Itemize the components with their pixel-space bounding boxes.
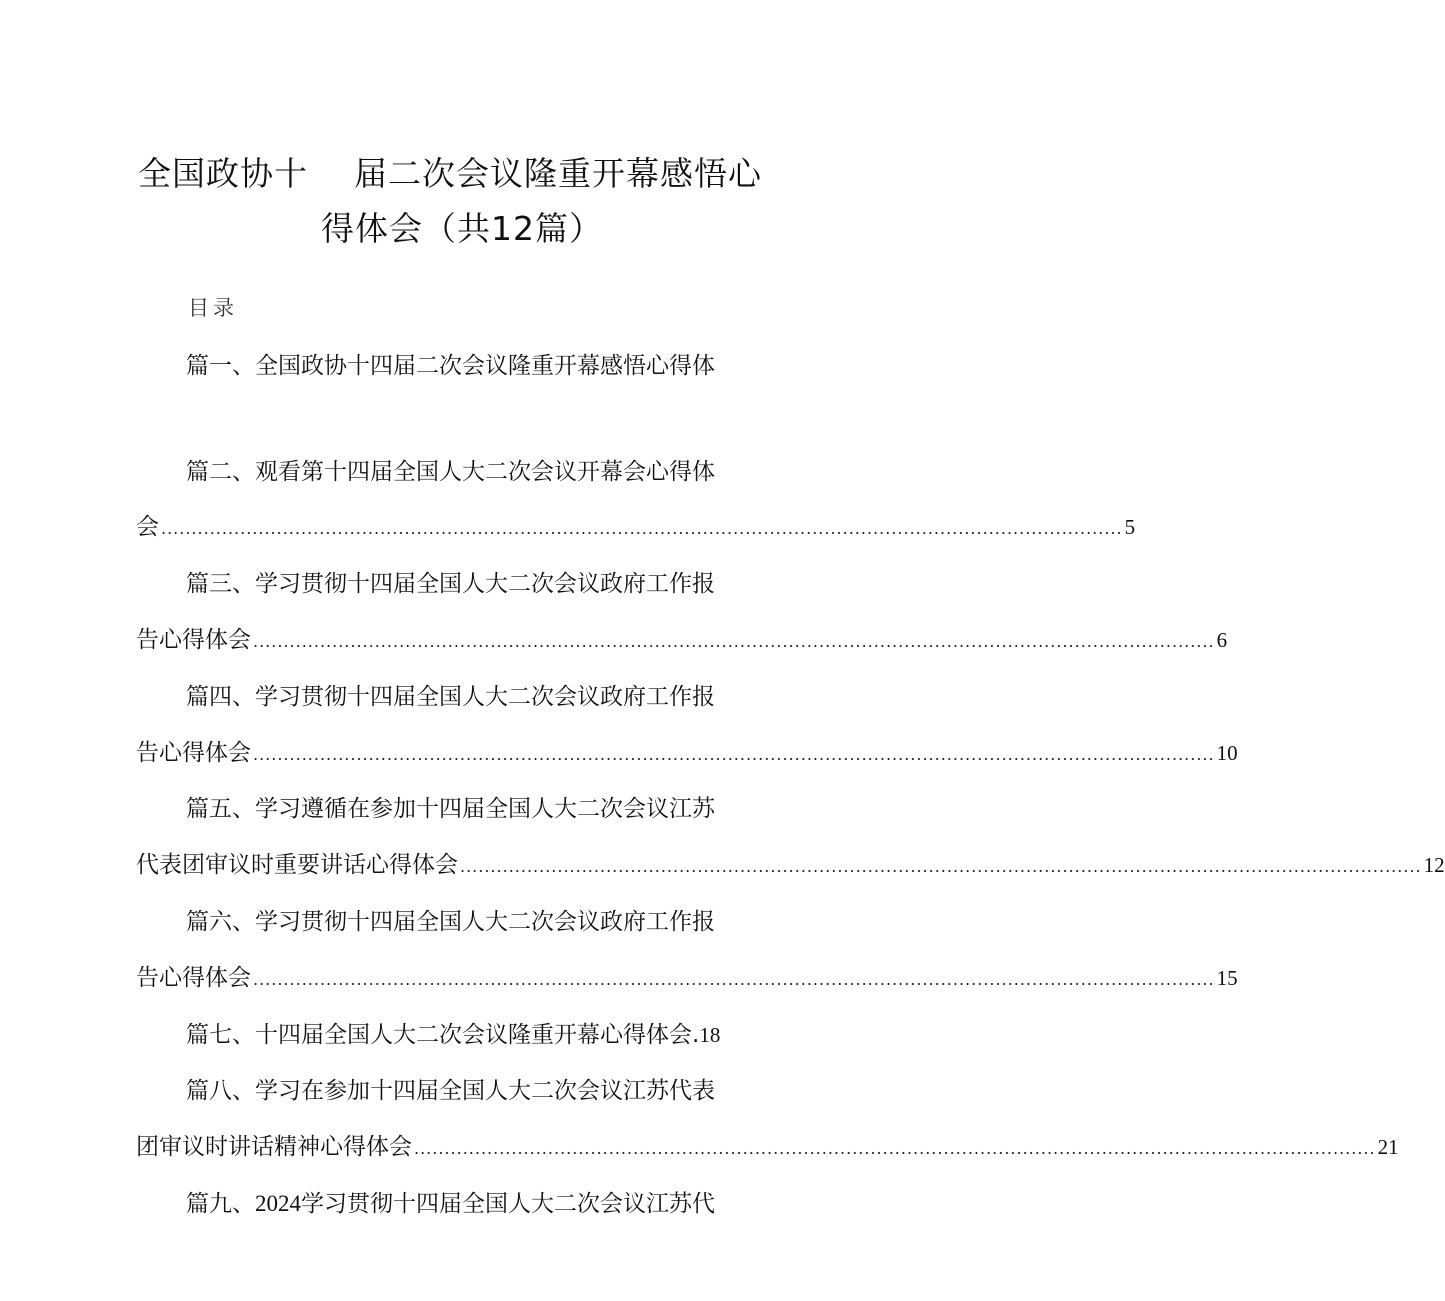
toc-entry-text: 告心得体会 [136,965,251,991]
toc-page-number: 12 [1423,853,1445,877]
document-title-line1 [0,148,910,195]
title-part-b: 届二次会议隆重开幕感悟心 [354,154,762,193]
toc-page-number: 5 [1124,515,1136,539]
toc-page-number: 21 [1377,1135,1399,1159]
toc-entry-7[interactable] [186,1016,720,1049]
toc-entry-9[interactable] [186,1185,715,1218]
toc-page-number: 6 [1216,628,1228,652]
toc-dot-leader: .............................................................................................................................................................. [253,632,1215,651]
toc-entry-8[interactable]: 篇八、学习在参加十四届全国人大二次会议江苏代表 [186,1078,715,1104]
toc-entry-3-cont[interactable] [136,621,1228,654]
toc-entry-5-cont[interactable] [136,846,1445,879]
document-title-line2: 得体会（共12篇） [321,209,603,248]
toc-entry-text: 学习贯彻十四届全国人大二次会议江苏代 [301,1191,715,1217]
toc-entry-6-cont[interactable] [136,959,1238,992]
toc-dot-leader: .............................................................................................................................................................. [161,519,1123,538]
toc-entry-6[interactable]: 篇六、学习贯彻十四届全国人大二次会议政府工作报 [186,909,715,935]
toc-dot-leader: .............................................................................................................................................................. [253,745,1215,764]
toc-entry-text: 代表团审议时重要讲话心得体会 [136,852,458,878]
toc-entry-5[interactable]: 篇五、学习遵循在参加十四届全国人大二次会议江苏 [186,796,715,822]
title-part-a: 全国政协十 [138,154,308,193]
toc-dot-leader: .............................................................................................................................................................. [414,1139,1376,1158]
toc-entry-2[interactable]: 篇二、观看第十四届全国人大二次会议开幕会心得体 [186,459,715,485]
toc-entry-4-cont[interactable] [136,734,1238,767]
toc-entry-1[interactable]: 篇一、全国政协十四届二次会议隆重开幕感悟心得体 [186,353,715,379]
toc-entry-prefix: 篇九、 [186,1191,255,1217]
toc-entry-2-cont[interactable] [136,508,1136,541]
toc-dot-leader: .............................................................................................................................................................. [253,970,1215,989]
toc-entry-text: 会 [136,514,159,540]
toc-heading: 目录 [188,296,238,320]
toc-entry-text: 团审议时讲话精神心得体会 [136,1134,412,1160]
toc-entry-text: 告心得体会 [136,740,251,766]
toc-entry-text: 篇七、十四届全国人大二次会议隆重开幕心得体会. [186,1022,700,1048]
toc-entry-3[interactable]: 篇三、学习贯彻十四届全国人大二次会议政府工作报 [186,571,715,597]
toc-dot-leader: .............................................................................................................................................................. [460,857,1422,876]
toc-page-number: 15 [1216,966,1238,990]
toc-entry-8-cont[interactable] [136,1128,1399,1161]
toc-page-number: 18 [699,1023,721,1047]
toc-page-number: 10 [1216,741,1238,765]
toc-entry-text: 告心得体会 [136,627,251,653]
toc-entry-year: 2024 [255,1191,301,1216]
toc-entry-4[interactable]: 篇四、学习贯彻十四届全国人大二次会议政府工作报 [186,684,715,710]
